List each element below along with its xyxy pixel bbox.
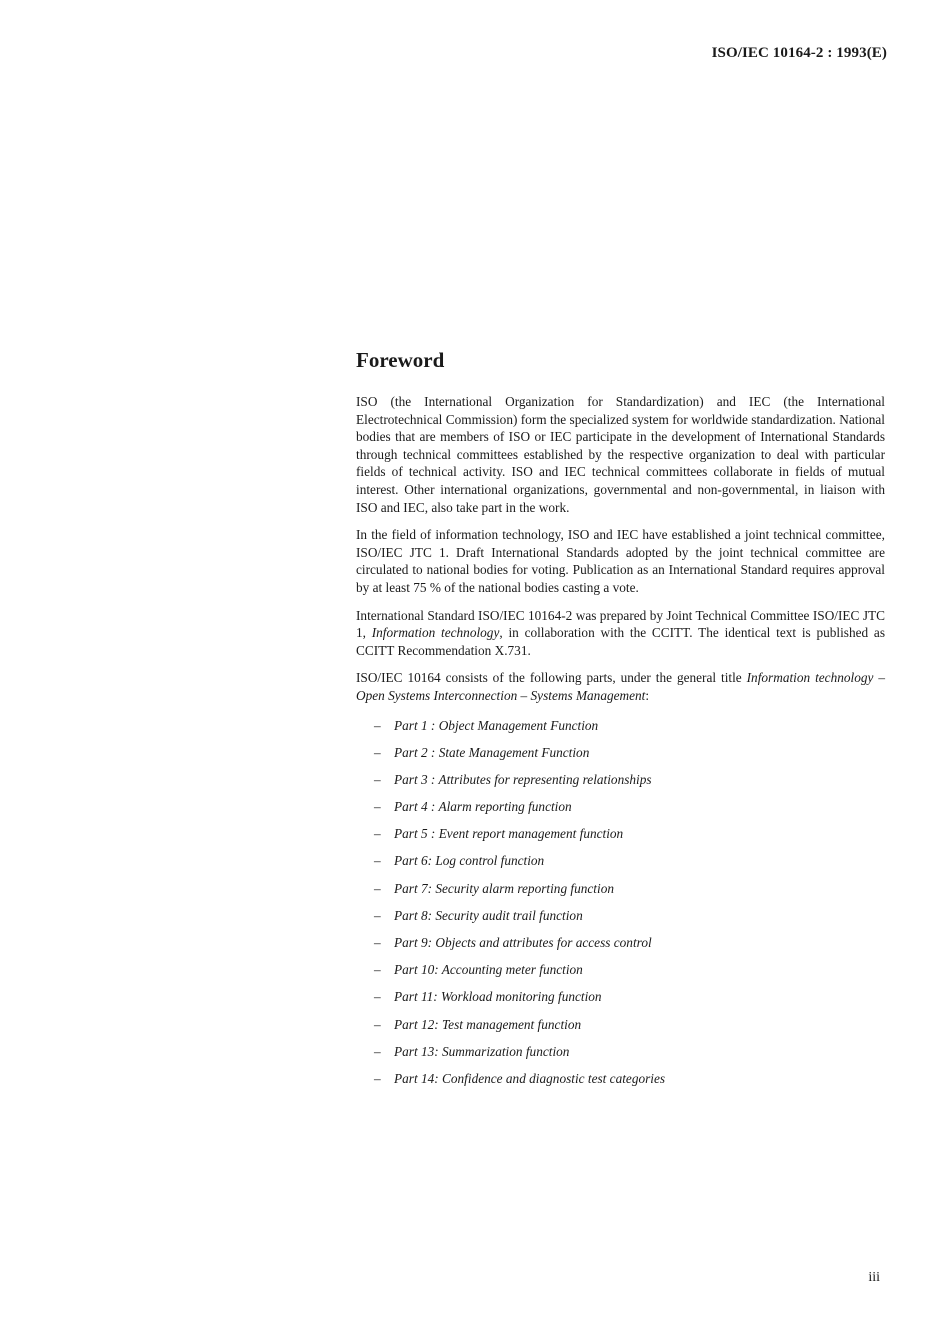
parts-intro-text-end: : [645, 687, 650, 703]
dash-bullet: – [374, 1070, 381, 1086]
parts-list [356, 717, 885, 1098]
part-label: Part 5 : Event report management function [394, 826, 624, 842]
part-label: Part 8: Security audit trail function [394, 907, 583, 923]
part-label: Part 14: Confidence and diagnostic test categories [394, 1070, 666, 1086]
paragraph-preparation [356, 607, 885, 660]
list-item [356, 825, 885, 852]
list-item [356, 934, 885, 961]
part-label: Part 4 : Alarm reporting function [394, 799, 572, 815]
dash-bullet: – [374, 799, 381, 815]
dash-bullet: – [374, 853, 381, 869]
dash-bullet: – [374, 771, 381, 787]
part-label: Part 7: Security alarm reporting function [394, 880, 614, 896]
paragraph-parts-intro [356, 669, 885, 704]
dash-bullet: – [374, 1016, 381, 1032]
list-item [356, 798, 885, 825]
dash-bullet: – [374, 907, 381, 923]
page-header-standard-id: ISO/IEC 10164-2 : 1993(E) [711, 45, 887, 61]
list-item [356, 961, 885, 988]
preparation-text-italic: Information technology [371, 625, 500, 641]
dash-bullet: – [374, 935, 381, 950]
paragraph-jtc1: In the field of information technology, ISO and IEC have established a joint technical committee, ISO/IEC JTC 1. Draft International Standards adopted by the joint technical committee are circulated to national bodies for voting. Publication as an International Standard requires approval by at least 75 % of the national bodies casting a vote. [356, 527, 885, 595]
list-item [356, 771, 885, 798]
dash-bullet: – [374, 880, 381, 896]
part-label: Part 10: Accounting meter function [394, 962, 583, 978]
list-item [356, 1016, 885, 1043]
dash-bullet: – [374, 826, 381, 842]
list-item [356, 907, 885, 934]
dash-bullet: – [374, 744, 381, 760]
dash-bullet: – [374, 1043, 381, 1059]
preparation-text-start: International Standard ISO/IEC 10164-2 was prepared by Joint Technical Committee ISO/IEC JTC 1, [356, 607, 885, 641]
part-label: Part 11: Workload monitoring function [394, 989, 602, 1005]
part-label: Part 13: Summarization function [394, 1043, 570, 1059]
page-number: iii [868, 1270, 880, 1285]
list-item [356, 852, 885, 879]
part-label: Part 3 : Attributes for representing relationships [394, 771, 652, 787]
paragraph-iso-iec-intro: ISO (the International Organization for Standardization) and IEC (the International Electrotechnical Commission) form the specialized system for worldwide standardization. National bodies that are members of ISO or IEC participate in the development of International Standards through technical committees established by the respective organization to deal with particular fields of technical activity. ISO and IEC technical committees collaborate in fields of mutual interest. Other international organizations, governmental and non-governmental, in liaison with ISO and IEC, also take part in the work. [356, 394, 885, 515]
part-label: Part 2 : State Management Function [394, 744, 590, 760]
list-item [356, 880, 885, 907]
parts-intro-text-start: ISO/IEC 10164 consists of the following parts, under the general title [356, 670, 747, 686]
parts-intro-title-italic: Information technology – Open Systems Interconnection – Systems Management [356, 670, 885, 703]
list-item [356, 744, 885, 771]
dash-bullet: – [374, 962, 381, 978]
part-label: Part 9: Objects and attributes for access control [394, 935, 652, 950]
dash-bullet: – [374, 717, 381, 733]
preparation-text-end: , in collaboration with the CCITT. The identical text is published as CCITT Recommendation X.731. [356, 625, 885, 658]
foreword-section [356, 347, 885, 1097]
list-item [356, 1043, 885, 1070]
list-item [356, 1070, 885, 1097]
part-label: Part 1 : Object Management Function [394, 717, 599, 733]
part-label: Part 12: Test management function [394, 1016, 582, 1032]
list-item [356, 988, 885, 1015]
section-title: Foreword [356, 348, 445, 372]
list-item [356, 717, 885, 744]
dash-bullet: – [374, 989, 381, 1005]
part-label: Part 6: Log control function [394, 853, 545, 869]
